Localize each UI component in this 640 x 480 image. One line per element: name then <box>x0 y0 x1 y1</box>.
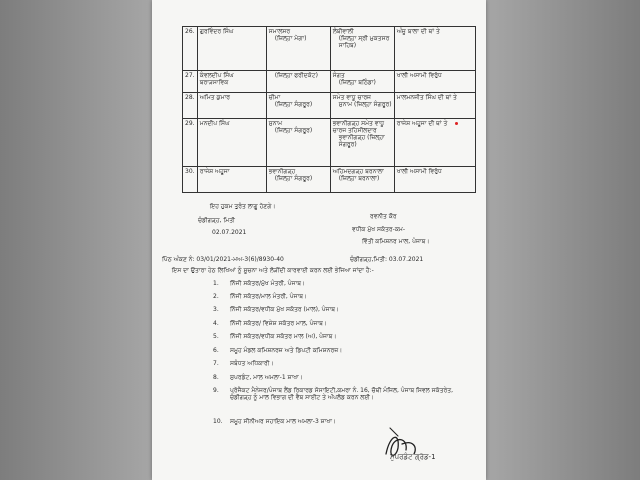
table-row <box>183 71 476 93</box>
to-station: ਅਹਿਮਦਗੜ੍ਹ ਬਰਨਾਲਾ (ਜ਼ਿਲ੍ਹਾ ਬਰਨਾਲਾ) <box>330 167 394 193</box>
from-station: ਭਵਾਨੀਗੜ੍ਹ (ਜ਼ਿਲ੍ਹਾ ਸੰਗਰੂਰ) <box>266 167 330 193</box>
list-item: 6. ਸਮੂਹ ਮੰਡਲ ਕਮਿਸ਼ਨਰਜ਼ ਅਤੇ ਡਿਪਟੀ ਕਮਿਸ਼ਨਰਜ਼। <box>213 347 343 354</box>
officer-name: ਮਨਦੀਪ ਸਿੰਘ <box>197 119 266 167</box>
signoff-name: ਰਵਨੀਤ ਕੌਰ <box>370 213 397 220</box>
from-station: (ਜ਼ਿਲ੍ਹਾ ਫਰੀਦਕੋਟ) <box>266 71 330 93</box>
signature-caption: ਸੁਪਰਡੰਟ ਗ੍ਰੇਡ-1 <box>390 453 436 461</box>
table-row <box>183 93 476 119</box>
order-line: ਇਹ ਹੁਕਮ ਤੁਰੰਤ ਲਾਗੂ ਹੋਣਗੇ। <box>210 203 276 210</box>
row-number: 30. <box>183 167 198 193</box>
endorsement-intro: ਇਸ ਦਾ ਉਤਾਰਾ ਹੇਠ ਲਿਖਿਆਂ ਨੂੰ ਸੂਚਨਾ ਅਤੇ ਲੋੜੀਂਦੀ ਕਾਰਵਾਈ ਕਰਨ ਲਈ ਭੇਜਿਆ ਜਾਂਦਾ ਹੈ:- <box>172 267 374 274</box>
signoff-designation-1: ਵਧੀਕ ਮੁੱਖ ਸਕੱਤਰ-ਕਮ- <box>352 226 406 233</box>
remark: ਖਾਲੀ ਅਸਾਮੀ ਵਿਰੁੱਧ <box>394 71 475 93</box>
list-item: 2. ਨਿੱਜੀ ਸਕੱਤਰ/ਮਾਲ ਮੰਤਰੀ, ਪੰਜਾਬ। <box>213 293 308 300</box>
remark: ਖਾਲੀ ਅਸਾਮੀ ਵਿਰੁੱਧ <box>394 167 475 193</box>
officer-name: ਕੰਵਲਦੀਪ ਸਿੰਘ ਬਰਾੜਸਾਵਿਕ <box>197 71 266 93</box>
signoff-date: 02.07.2021 <box>212 229 247 236</box>
to-station: ਲੰਬੀਵਾਲੀ (ਜ਼ਿਲ੍ਹਾ ਸ੍ਰੀ ਮੁਕਤਸਰ ਸਾਹਿਬ) <box>330 27 394 71</box>
list-item: 4. ਨਿੱਜੀ ਸਕੱਤਰ/ ਵਿਸ਼ੇਸ਼ ਸਕੱਤਰ ਮਾਲ, ਪੰਜਾਬ। <box>213 320 327 327</box>
from-station: ਚੀਮਾ (ਜ਼ਿਲ੍ਹਾ ਸੰਗਰੂਰ) <box>266 93 330 119</box>
list-item: 7. ਸਬੰਧਤ ਅਧਿਕਾਰੀ। <box>213 360 274 367</box>
endorsement-ref: ਪਿੱਠ ਅੰਕਣ ਨੰ: 03/01/2021-ਮਅ-3(6)/8930-40 <box>162 256 284 263</box>
officer-name: ਅਮਿਤ ਕੁਮਾਰ <box>197 93 266 119</box>
to-station: ਭਵਾਨੀਗੜ੍ਹ ਸਮੇਤ ਵਾਧੂ ਚਾਰਜ ਤਹਿਸੀਲਦਾਰ ਭਵਾਨੀਗੜ੍ਹ (ਜ਼ਿਲ੍ਹਾ ਸੰਗਰੂਰ) <box>330 119 394 167</box>
to-station: ਸੰਗਤ (ਜ਼ਿਲ੍ਹਾ ਬਠਿੰਡਾ) <box>330 71 394 93</box>
list-item: 3. ਨਿੱਜੀ ਸਕੱਤਰ/ਵਧੀਕ ਮੁੱਖ ਸਕੱਤਰ (ਮਾਲ), ਪੰਜਾਬ। <box>213 306 340 313</box>
endorsement-date: ਚੰਡੀਗੜ੍ਹ,ਮਿਤੀ: 03.07.2021 <box>350 256 424 263</box>
signoff-designation-2: ਵਿੱਤੀ ਕਮਿਸ਼ਨਰ ਮਾਲ, ਪੰਜਾਬ। <box>362 238 430 245</box>
table-row <box>183 119 476 167</box>
background-left <box>0 0 152 480</box>
remark: ਮਾਲਮਨਜੀਤ ਸਿੰਘ ਦੀ ਥਾਂ ਤੇ <box>394 93 475 119</box>
list-item: 10. ਸਮੂਹ ਸੀਨੀਅਰ ਸਹਾਇਕ ਮਾਲ ਅਮਲਾ-3 ਸ਼ਾਖਾ। <box>213 418 336 425</box>
transfer-table <box>182 26 476 193</box>
signature-mark <box>378 424 468 470</box>
list-item: 1. ਨਿੱਜੀ ਸਕੱਤਰ/ਮੁੱਖ ਮੰਤਰੀ, ਪੰਜਾਬ। <box>213 280 306 287</box>
row-number: 28. <box>183 93 198 119</box>
to-station: ਸਮੇਤ ਵਾਧੂ ਚਾਰਜ ਸੁਨਾਮ (ਜ਼ਿਲ੍ਹਾ ਸੰਗਰੂਰ) <box>330 93 394 119</box>
list-item: 8. ਸੁਪਰਡੰਟ, ਮਾਲ ਅਮਲਾ-1 ਸ਼ਾਖਾ। <box>213 374 303 381</box>
row-number: 29. <box>183 119 198 167</box>
list-item: 5. ਨਿੱਜੀ ਸਕੱਤਰ/ਵਧੀਕ ਸਕੱਤਰ ਮਾਲ (ਅ), ਪੰਜਾਬ। <box>213 333 337 340</box>
table-row <box>183 27 476 71</box>
row-number: 27. <box>183 71 198 93</box>
officer-name: ਰਾਜੇਸ਼ ਅਹੂਜਾ <box>197 167 266 193</box>
table-row <box>183 167 476 193</box>
ink-mark <box>455 122 458 125</box>
remark: ਅੰਜੂ ਬਾਲਾ ਦੀ ਥਾਂ ਤੇ <box>394 27 475 71</box>
officer-name: ਗੁਰਵਿੰਦਰ ਸਿੰਘ <box>197 27 266 71</box>
signoff-place: ਚੰਡੀਗੜ੍ਹ, ਮਿਤੀ <box>198 217 235 224</box>
from-station: ਸੁਨਾਮ (ਜ਼ਿਲ੍ਹਾ ਸੰਗਰੂਰ) <box>266 119 330 167</box>
background-right <box>486 0 640 480</box>
row-number: 26. <box>183 27 198 71</box>
document-page <box>152 0 486 480</box>
list-item: 9. ਪ੍ਰੋਜੈਕਟ ਮੈਨੇਜਰ/ਪੰਜਾਬ ਲੈਂਡ ਰਿਕਾਰਡ ਸੋਸਾਇਟੀ,ਕਮਰਾ ਨੰ. 16, ਚੌਥੀ ਮੰਜਿਲ, ਪੰਜਾਬ ਸਿਵਲ ਸਕੱਤਰੇਤ, ਚੰਡੀਗੜ੍ਹ ਨੂੰ ਮਾਲ ਵਿਭਾਗ ਦੀ ਵੈਬ ਸਾਈਟ ਤੇ ਅੱਪਲੋਡ ਕਰਨ ਲਈ। <box>213 387 454 401</box>
remark: ਰਾਜੇਸ਼ ਅਹੂਜਾ ਦੀ ਥਾਂ ਤੇ <box>394 119 475 167</box>
from-station: ਸਮਾਲਸਰ (ਜ਼ਿਲ੍ਹਾ ਮੋਗਾ) <box>266 27 330 71</box>
